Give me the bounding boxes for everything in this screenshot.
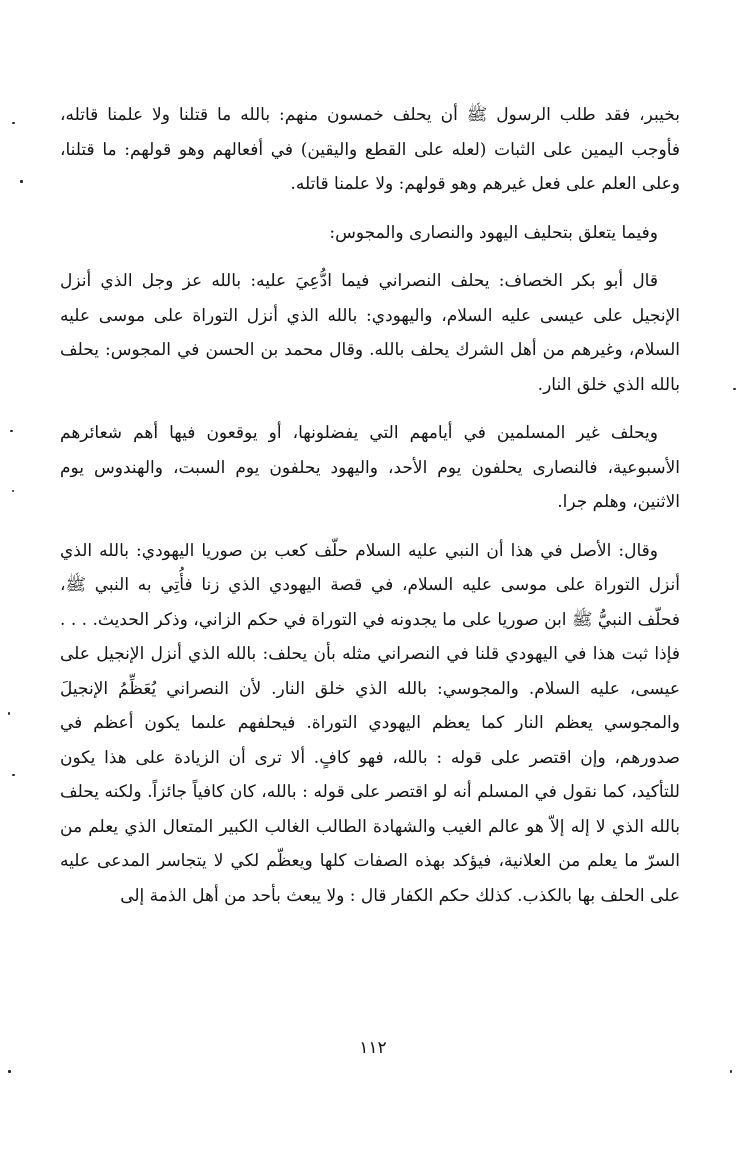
paragraph-oath-days: ويحلف غير المسلمين في أيامهم التي يفضلونها، أو يوقعون فيها أهم شعائرهم الأسبوعية، فالنصارى يحلفون يوم الأحد، واليهود يحلفون يوم السبت، والهندوس يوم الاثنين، وهلم جرا.: [60, 423, 680, 512]
paragraph-khassaf-opinion: قال أبو بكر الخصاف: يحلف النصراني فيما ادُّعِيَ عليه: بالله عز وجل الذي أنزل الإنجيل على عيسى عليه السلام، واليهودي: بالله الذي أنزل التوراة على موسى عليه السلام، وغيرهم من أهل الشرك يحلف بالله. وقال محمد بن الحسن في المجوس: يحلف بالله الذي خلق النار.: [60, 271, 680, 395]
scan-speck: [12, 490, 14, 492]
paragraph-ibn-suriya-hadith: وقال: الأصل في هذا أن النبي عليه السلام حلّف كعب بن صوريا اليهودي: بالله الذي أنزل التوراة على موسى عليه السلام، في قصة اليهودي الذي زنا فأُتِي به النبي ﷺ، فحلّف النبيُّ ﷺ ابن صوريا على ما يجدونه في التوراة في حكم الزاني، وذكر الحديث. . . . فإذا ثبت هذا في اليهودي قلنا في النصراني مثله بأن يحلف: بالله الذي أنزل الإنجيل على عيسى، عليه السلام. والمجوسي: بالله الذي خلق النار. لأن النصراني يُعَظِّمُ الإنجيلَ والمجوسي يعظم النار كما يعظم اليهودي التوراة. فيحلفهم علىما يكون أعظم في صدورهم، وإن اقتصر على قوله : بالله، فهو كافٍ. ألا ترى أن الزيادة على هذا يكون للتأكيد، كما نقول في المسلم أنه لو اقتصر على قوله : بالله، كان كافياً جائزاً. ولكنه يحلف بالله الذي لا إله إلاّ هو عالم الغيب والشهادة الطالب الغالب الكبير المتعال الذي يعلم من السرّ ما يعلم من العلانية، فيؤكد بهذه الصفات كلها ويعظّم لكي لا يتجاسر المدعى عليه على الحلف بها بالكذب. كذلك حكم الكفار قال : ولا يبعث بأحد من أهل الذمة إلى: [60, 540, 680, 906]
scan-speck: [733, 388, 736, 390]
body-text: [60, 98, 680, 927]
scan-speck: [10, 430, 13, 432]
scan-speck: [12, 122, 15, 124]
scan-speck: [730, 1070, 732, 1073]
scan-speck: [8, 1070, 11, 1073]
scan-speck: [12, 774, 15, 776]
paragraph-khaybar-oath: بخيبر، فقد طلب الرسول ﷺ أن يحلف خمسون منهم: بالله ما قتلنا ولا علمنا قاتله، فأوجب اليمين على الثبات (لعله على القطع واليقين) في أفعالهم وهو قولهم: ما قتلنا، وعلى العلم على فعل غيرهم وهو قولهم: ولا علمنا قاتله.: [60, 105, 680, 194]
scan-speck: [8, 712, 10, 715]
page-number: ١١٢: [359, 1038, 387, 1058]
scan-speck: [20, 180, 23, 183]
section-intro-non-muslim-oaths: وفيما يتعلق بتحليف اليهود والنصارى والمجوس:: [329, 222, 658, 243]
